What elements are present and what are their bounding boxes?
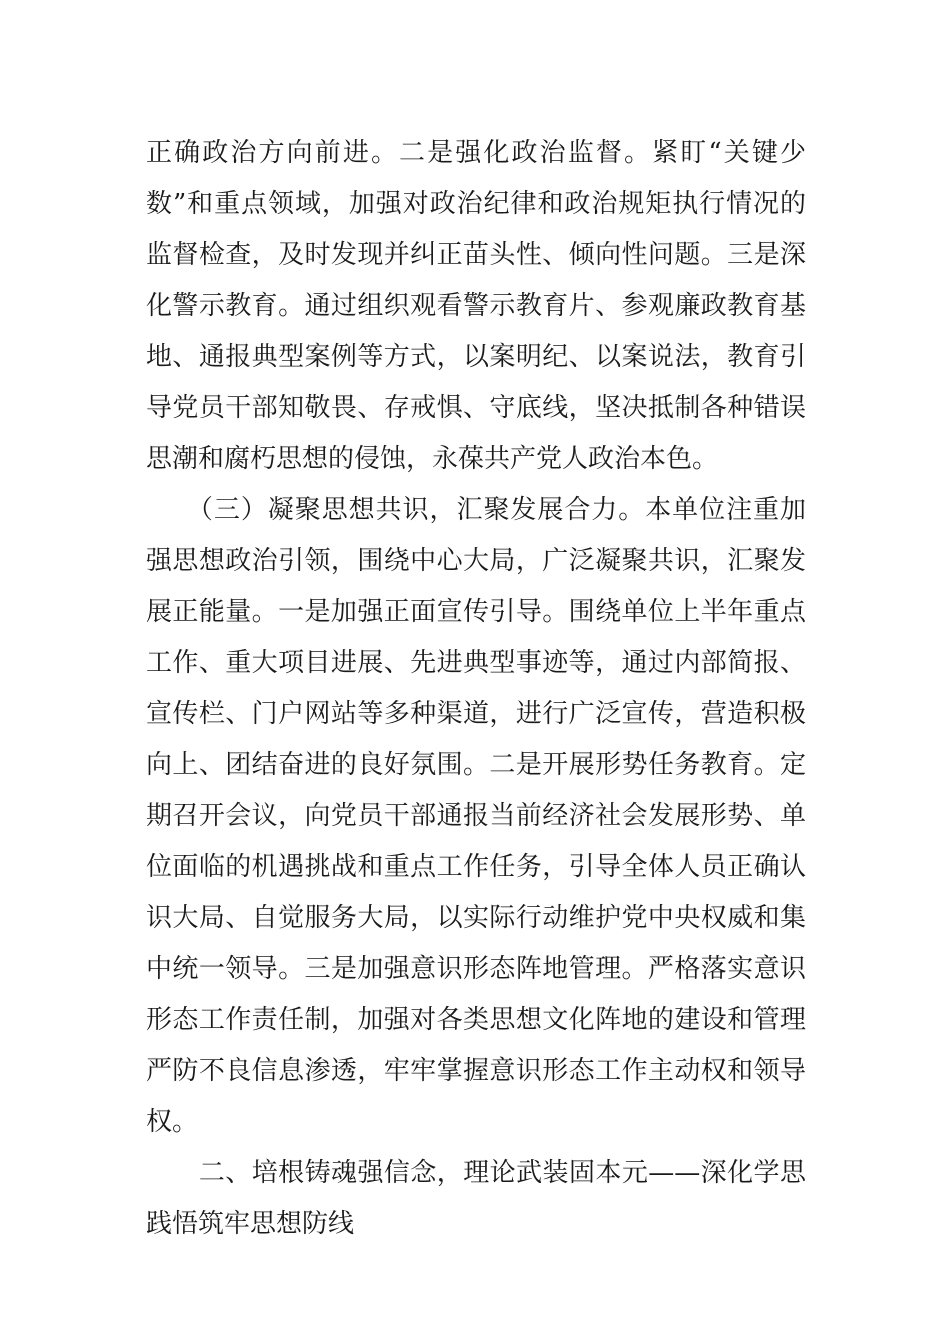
text-line-1: 正确政治方向前进。二是强化政治监督。紧盯“关键少 xyxy=(146,138,806,168)
text-line-18: 形态工作责任制，加强对各类思想文化阵地的建设和管理 xyxy=(146,1005,806,1035)
text-line-11: 工作、重大项目进展、先进典型事迹等，通过内部简报、 xyxy=(146,648,806,678)
text-line-7: 思潮和腐朽思想的侵蚀，永葆共产党人政治本色。 xyxy=(146,444,719,474)
text-line-15: 位面临的机遇挑战和重点工作任务，引导全体人员正确认 xyxy=(146,852,806,882)
text-line-3: 监督检查，及时发现并纠正苗头性、倾向性问题。三是深 xyxy=(146,240,806,270)
text-line-13: 向上、团结奋进的良好氛围。二是开展形势任务教育。定 xyxy=(146,750,806,780)
text-line-2: 数”和重点领域，加强对政治纪律和政治规矩执行情况的 xyxy=(146,189,806,219)
text-line-10: 展正能量。一是加强正面宣传引导。围绕单位上半年重点 xyxy=(146,597,806,627)
section-heading-3-line: （三）凝聚思想共识，汇聚发展合力。本单位注重加 xyxy=(146,495,806,525)
text-line-19: 严防不良信息渗透，牢牢掌握意识形态工作主动权和领导 xyxy=(146,1056,806,1086)
text-line-20: 权。 xyxy=(146,1107,199,1137)
text-line-17: 中统一领导。三是加强意识形态阵地管理。严格落实意识 xyxy=(146,954,806,984)
text-line-9: 强思想政治引领，围绕中心大局，广泛凝聚共识，汇聚发 xyxy=(146,546,806,576)
text-line-12: 宣传栏、门户网站等多种渠道，进行广泛宣传，营造积极 xyxy=(146,699,806,729)
text-line-16: 识大局、自觉服务大局，以实际行动维护党中央权威和集 xyxy=(146,903,806,933)
text-line-14: 期召开会议，向党员干部通报当前经济社会发展形势、单 xyxy=(146,801,806,831)
text-line-6: 导党员干部知敬畏、存戒惧、守底线，坚决抵制各种错误 xyxy=(146,393,806,423)
section-heading-two-line-2: 践悟筑牢思想防线 xyxy=(146,1209,355,1239)
text-line-4: 化警示教育。通过组织观看警示教育片、参观廉政教育基 xyxy=(146,291,806,321)
body-text xyxy=(146,128,806,1250)
section-heading-two-line-1: 二、培根铸魂强信念，理论武装固本元——深化学思 xyxy=(146,1158,806,1188)
text-line-5: 地、通报典型案例等方式，以案明纪、以案说法，教育引 xyxy=(146,342,806,372)
